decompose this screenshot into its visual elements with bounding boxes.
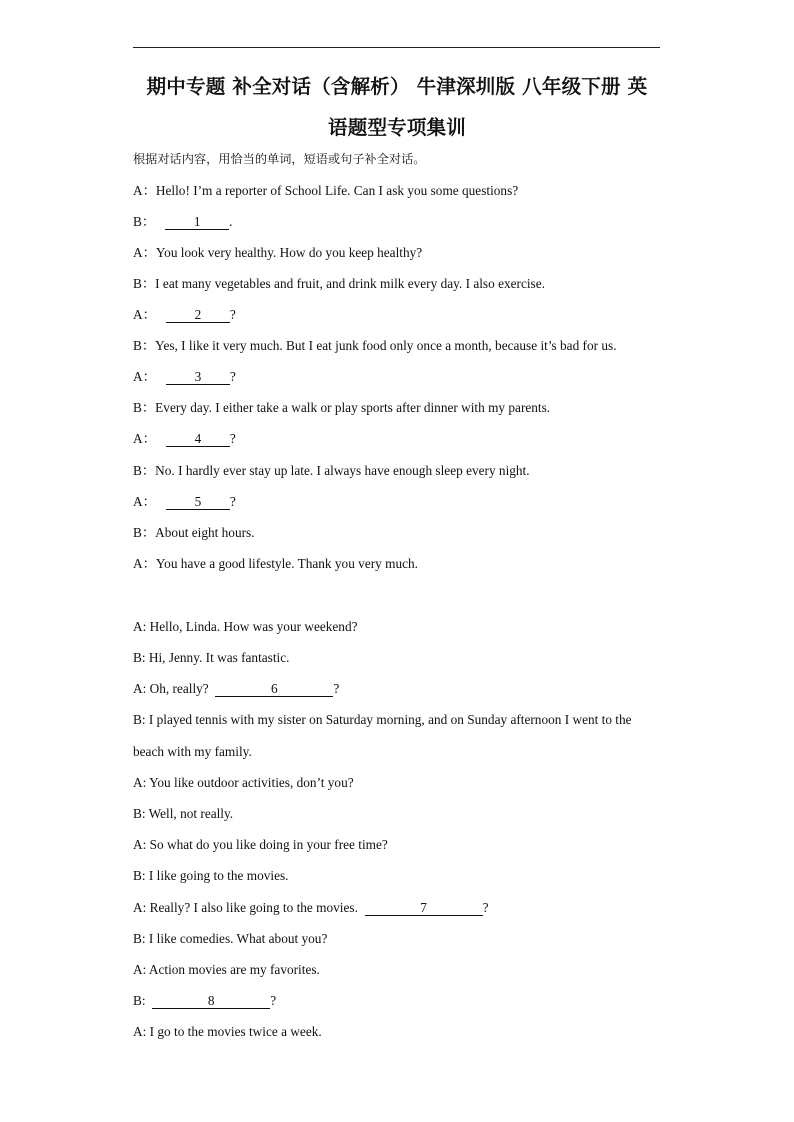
dialogue-line	[133, 306, 236, 324]
speaker-label: B：	[133, 214, 156, 229]
dialogue-line: A: I go to the movies twice a week.	[133, 1024, 322, 1039]
speaker-label: A：	[133, 431, 156, 446]
dialogue-line: beach with my family.	[133, 744, 252, 759]
dialogue-line	[133, 430, 236, 448]
dialogue-line	[133, 275, 545, 293]
dialogue-line	[133, 182, 518, 200]
dialogue-line: B: Well, not really.	[133, 806, 234, 821]
speaker-label: A：	[133, 494, 156, 509]
line-text: Hello! I’m a reporter of School Life. Can I ask you some questions?	[155, 183, 519, 198]
blank-punctuation: ?	[333, 681, 340, 696]
dialogue-line	[133, 555, 418, 573]
line-text: No. I hardly ever stay up late. I always have enough sleep every night.	[155, 463, 530, 478]
line-text: B:	[133, 993, 146, 1008]
dialogue-line	[133, 337, 617, 355]
dialogue-line	[133, 992, 276, 1010]
speaker-label: A：	[133, 245, 156, 260]
header-rule	[133, 47, 660, 48]
line-text: Every day. I either take a walk or play sports after dinner with my parents.	[155, 400, 551, 415]
speaker-label: A：	[133, 369, 156, 384]
dialogue-line: A: Hello, Linda. How was your weekend?	[133, 619, 358, 634]
dialogue-line	[133, 213, 232, 231]
answer-blank-3[interactable]: 3	[166, 370, 230, 385]
blank-punctuation: ?	[229, 431, 236, 446]
speaker-label: A：	[133, 556, 156, 571]
dialogue-line	[133, 399, 550, 417]
page-title	[120, 66, 674, 148]
speaker-label: B：	[133, 400, 156, 415]
title-line-2: 语题型专项集训	[328, 116, 466, 139]
answer-blank-1[interactable]: 1	[165, 215, 229, 230]
speaker-label: B：	[133, 463, 156, 478]
title-line-1: 期中专题 补全对话（含解析） 牛津深圳版 八年级下册 英	[146, 75, 648, 98]
dialogue-line	[133, 244, 422, 262]
blank-punctuation: ?	[229, 494, 236, 509]
line-text: Yes, I like it very much. But I eat junk food only once a month, because it’s bad for us.	[155, 338, 617, 353]
answer-blank-6[interactable]: 6	[215, 682, 333, 697]
speaker-label: B：	[133, 276, 156, 291]
line-text: About eight hours.	[155, 525, 255, 540]
answer-blank-2[interactable]: 2	[166, 308, 230, 323]
blank-punctuation: ?	[229, 307, 236, 322]
line-text: You have a good lifestyle. Thank you very much.	[155, 556, 418, 571]
answer-blank-7[interactable]: 7	[365, 901, 483, 916]
speaker-label: A：	[133, 307, 156, 322]
dialogue-line: B: Hi, Jenny. It was fantastic.	[133, 650, 290, 665]
dialogue-line	[133, 368, 236, 386]
dialogue-line	[133, 899, 488, 917]
blank-punctuation: ?	[229, 369, 236, 384]
dialogue-line: B: I played tennis with my sister on Saturday morning, and on Sunday afternoon I went to the	[133, 712, 632, 727]
blank-punctuation: ?	[482, 900, 489, 915]
answer-blank-4[interactable]: 4	[166, 432, 230, 447]
instructions: 根据对话内容，用恰当的单词，短语或句子补全对话。	[133, 152, 426, 166]
line-text: I eat many vegetables and fruit, and drink milk every day. I also exercise.	[155, 276, 545, 291]
dialogue-line	[133, 462, 530, 480]
line-text: A: Oh, really?	[133, 681, 209, 696]
dialogue-line	[133, 680, 339, 698]
speaker-label: B：	[133, 525, 156, 540]
speaker-label: B：	[133, 338, 156, 353]
blank-punctuation: ?	[270, 993, 277, 1008]
dialogue-line	[133, 524, 255, 542]
line-text: You look very healthy. How do you keep healthy?	[155, 245, 423, 260]
dialogue-line: A: So what do you like doing in your free time?	[133, 837, 388, 852]
answer-blank-8[interactable]: 8	[152, 994, 270, 1009]
dialogue-line: A: You like outdoor activities, don’t you?	[133, 775, 354, 790]
blank-punctuation: .	[229, 214, 233, 229]
dialogue-line: A: Action movies are my favorites.	[133, 962, 320, 977]
dialogue-line: B: I like comedies. What about you?	[133, 931, 328, 946]
answer-blank-5[interactable]: 5	[166, 495, 230, 510]
line-text: A: Really? I also like going to the movies.	[133, 900, 358, 915]
dialogue-line: B: I like going to the movies.	[133, 868, 289, 883]
speaker-label: A：	[133, 183, 156, 198]
dialogue-line	[133, 493, 236, 511]
